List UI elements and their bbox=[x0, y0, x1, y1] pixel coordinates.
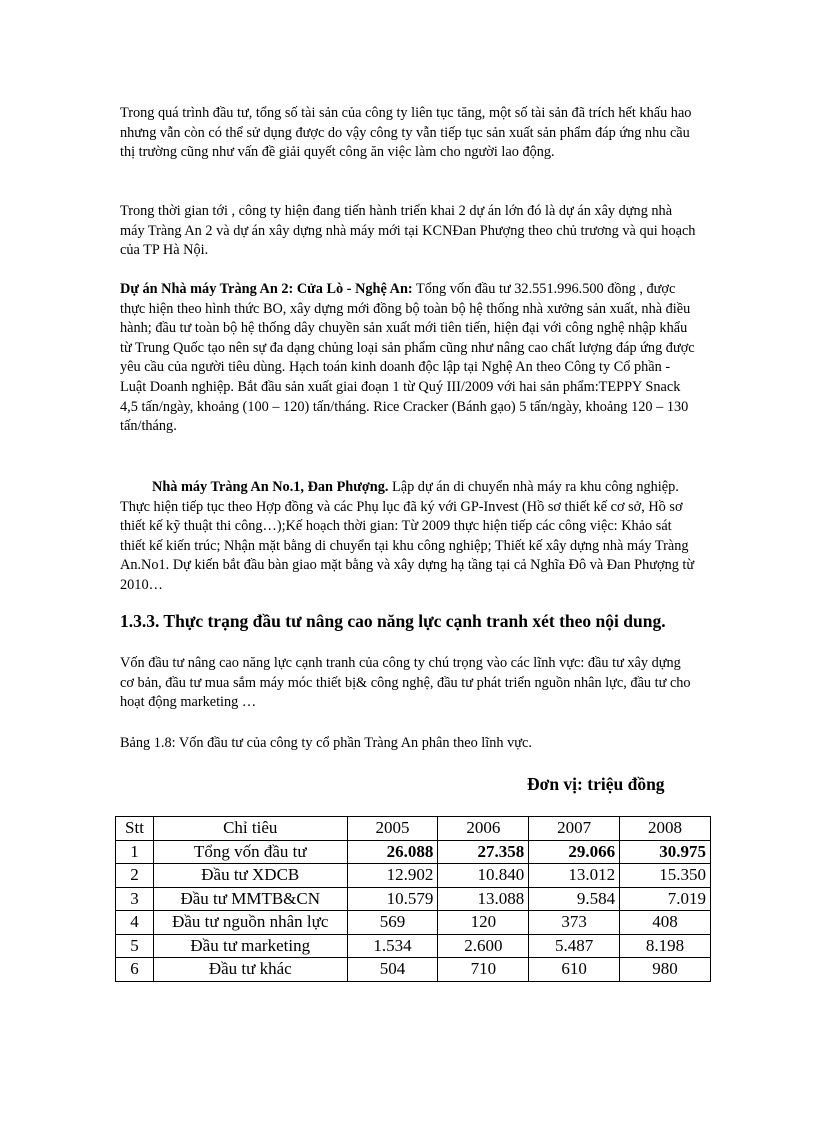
header-2007: 2007 bbox=[529, 817, 620, 841]
cell-2006: 710 bbox=[438, 958, 529, 982]
table-row bbox=[116, 887, 711, 911]
header-stt: Stt bbox=[116, 817, 154, 841]
cell-2005: 504 bbox=[347, 958, 438, 982]
investment-table bbox=[115, 816, 711, 982]
cell-stt: 5 bbox=[116, 934, 154, 958]
cell-chi-tieu: Đầu tư marketing bbox=[153, 934, 347, 958]
table-header-row bbox=[116, 817, 711, 841]
cell-2005: 1.534 bbox=[347, 934, 438, 958]
cell-chi-tieu: Đầu tư nguồn nhân lực bbox=[153, 911, 347, 935]
cell-2005: 10.579 bbox=[347, 887, 438, 911]
table-row bbox=[116, 934, 711, 958]
cell-2008: 8.198 bbox=[620, 934, 711, 958]
paragraph-trang-an-2-project bbox=[120, 280, 698, 437]
section-heading: 1.3.3. Thực trạng đầu tư nâng cao năng lực cạnh tranh xét theo nội dung. bbox=[120, 611, 666, 631]
table-caption: Bảng 1.8: Vốn đầu tư của công ty cổ phần Tràng An phân theo lĩnh vực. bbox=[120, 735, 532, 751]
cell-chi-tieu: Tổng vốn đầu tư bbox=[153, 840, 347, 864]
table-row bbox=[116, 911, 711, 935]
header-chi-tieu: Chỉ tiêu bbox=[153, 817, 347, 841]
cell-stt: 2 bbox=[116, 864, 154, 888]
project-title-trang-an-2: Dự án Nhà máy Tràng An 2: Cửa Lò - Nghệ An: bbox=[120, 281, 413, 297]
cell-2005: 569 bbox=[347, 911, 438, 935]
cell-stt: 6 bbox=[116, 958, 154, 982]
header-2008: 2008 bbox=[620, 817, 711, 841]
cell-2008: 408 bbox=[620, 911, 711, 935]
cell-stt: 1 bbox=[116, 840, 154, 864]
project-description-trang-an-2: Tổng vốn đầu tư 32.551.996.500 đồng , được thực hiện theo hình thức BO, xây dựng mới đồng bộ toàn bộ hệ thống nhà xưởng sản xuất, nhà điều hành; đầu tư toàn bộ hệ thống dây chuyền sản xuất mới tiên tiến, hiện đại với công nghệ nhập khẩu từ Trung Quốc tạo nên sự đa dạng chủng loại sản phẩm cũng như nâng cao chất lượng đáp ứng được yêu cầu của người tiêu dùng. Hạch toán kinh doanh độc lập tại Nghệ An theo Công ty Cổ phần - Luật Doanh nghiệp. Bắt đầu sản xuất giai đoạn 1 từ Quý III/2009 với hai sản phẩm:TEPPY Snack 4,5 tấn/ngày, khoảng (100 – 120) tấn/tháng. Rice Cracker (Bánh gạo) 5 tấn/ngày, khoảng 120 – 130 tấn/tháng. bbox=[120, 281, 695, 435]
cell-2008: 7.019 bbox=[620, 887, 711, 911]
cell-2006: 10.840 bbox=[438, 864, 529, 888]
unit-label: Đơn vị: triệu đồng bbox=[527, 774, 665, 794]
project-title-trang-an-no1: Nhà máy Tràng An No.1, Đan Phượng. bbox=[152, 479, 389, 495]
header-2005: 2005 bbox=[347, 817, 438, 841]
cell-2008: 30.975 bbox=[620, 840, 711, 864]
paragraph-asset-growth: Trong quá trình đầu tư, tổng số tài sản của công ty liên tục tăng, một số tài sản đã trích hết khấu hao nhưng vẫn còn có thể sử dụng được do vậy công ty vẫn tiếp tục sản xuất sản phẩm đáp ứng nhu cầu thị trường cũng như vấn đề giải quyết công ăn việc làm cho người lao động. bbox=[120, 105, 692, 161]
cell-2008: 15.350 bbox=[620, 864, 711, 888]
table-row bbox=[116, 840, 711, 864]
cell-2007: 610 bbox=[529, 958, 620, 982]
cell-2005: 12.902 bbox=[347, 864, 438, 888]
table-row bbox=[116, 958, 711, 982]
cell-2006: 27.358 bbox=[438, 840, 529, 864]
cell-2005: 26.088 bbox=[347, 840, 438, 864]
cell-2007: 5.487 bbox=[529, 934, 620, 958]
cell-stt: 4 bbox=[116, 911, 154, 935]
paragraph-investment-areas: Vốn đầu tư nâng cao năng lực cạnh tranh của công ty chú trọng vào các lĩnh vực: đầu tư xây dựng cơ bản, đầu tư mua sắm máy móc thiết bị& công nghệ, đầu tư phát triển nguồn nhân lực, đầu tư cho hoạt động marketing … bbox=[120, 655, 691, 711]
cell-2007: 13.012 bbox=[529, 864, 620, 888]
cell-2008: 980 bbox=[620, 958, 711, 982]
cell-2006: 2.600 bbox=[438, 934, 529, 958]
cell-chi-tieu: Đầu tư XDCB bbox=[153, 864, 347, 888]
cell-2007: 373 bbox=[529, 911, 620, 935]
cell-stt: 3 bbox=[116, 887, 154, 911]
cell-chi-tieu: Đầu tư khác bbox=[153, 958, 347, 982]
project-description-trang-an-no1: Lập dự án di chuyển nhà máy ra khu công nghiệp. Thực hiện tiếp tục theo Hợp đồng và các Phụ lục đã ký với GP-Invest (Hồ sơ thiết kế cơ sở, Hồ sơ thiết kế kỹ thuật thi công…);Kế hoạch thời gian: Từ 2009 thực hiện tiếp các công việc: Khảo sát thiết kế kiến trúc; Nhận mặt bằng di chuyển tại khu công nghiệp; Thiết kế xây dựng nhà máy Tràng An.No1. Dự kiến bắt đầu bàn giao mặt bằng và xây dựng hạ tầng tại cả Nghĩa Đô và Đan Phượng từ 2010… bbox=[120, 479, 695, 593]
cell-2006: 13.088 bbox=[438, 887, 529, 911]
cell-2006: 120 bbox=[438, 911, 529, 935]
paragraph-trang-an-no1-project bbox=[120, 478, 698, 596]
table-row bbox=[116, 864, 711, 888]
header-2006: 2006 bbox=[438, 817, 529, 841]
cell-2007: 29.066 bbox=[529, 840, 620, 864]
cell-chi-tieu: Đầu tư MMTB&CN bbox=[153, 887, 347, 911]
paragraph-upcoming-projects: Trong thời gian tới , công ty hiện đang tiến hành triển khai 2 dự án lớn đó là dự án xây dựng nhà máy Tràng An 2 và dự án xây dựng nhà máy mới tại KCNĐan Phượng theo chủ trương và qui hoạch của TP Hà Nội. bbox=[120, 203, 696, 259]
cell-2007: 9.584 bbox=[529, 887, 620, 911]
